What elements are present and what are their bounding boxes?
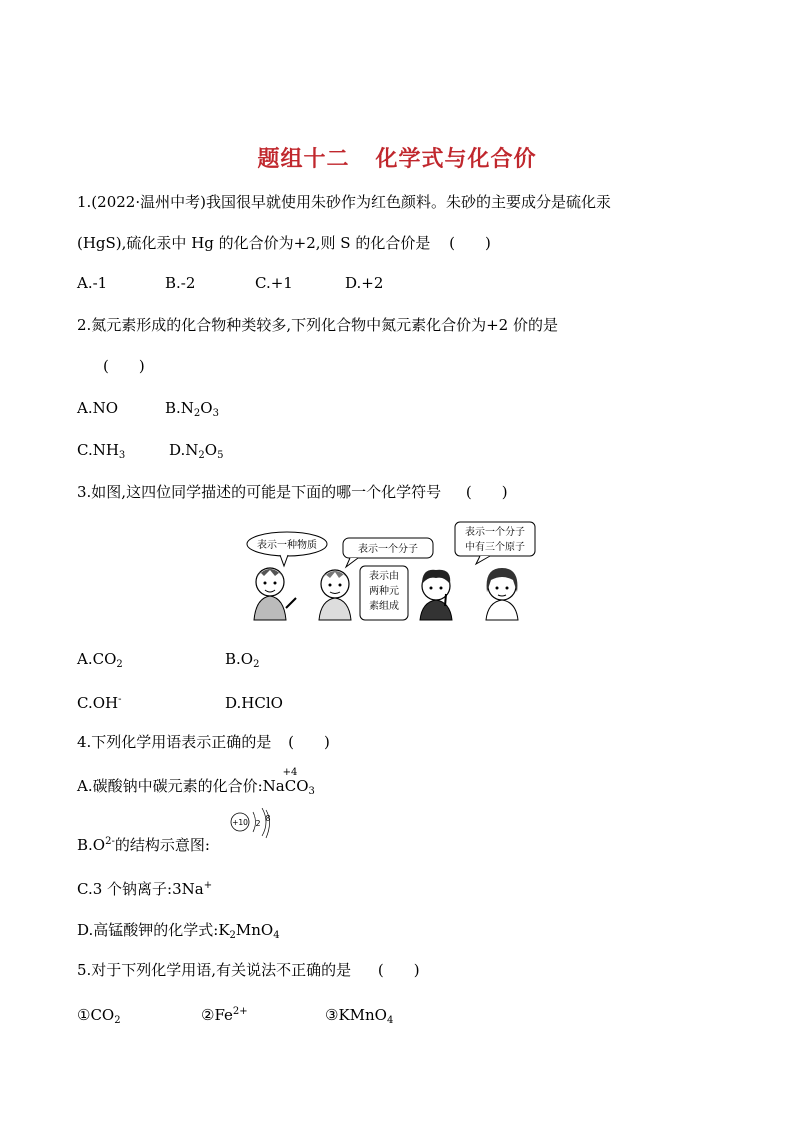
- q5-line1-text: 5.对于下列化学用语,有关说法不正确的是: [77, 961, 352, 979]
- title-part1: 题组十二: [257, 147, 350, 172]
- q2-answer-paren: ( ): [103, 357, 145, 375]
- q2-option-c: $C.NH_3$: [77, 441, 126, 461]
- q1-option-b: B.-2: [165, 274, 196, 292]
- q2-option-a: A.NO: [77, 399, 119, 417]
- bubble-text-4b: 中有三个原子: [465, 542, 525, 553]
- q1-option-c: C.+1: [255, 274, 293, 292]
- q5-items: [77, 1002, 393, 1031]
- nucleus-charge: +10: [232, 818, 248, 827]
- q3-options-cd: [77, 690, 283, 713]
- student-4-figure: [486, 568, 518, 620]
- q1-line2-text: (HgS),硫化汞中 Hg 的化合价为+2,则 S 的化合价是: [77, 234, 431, 252]
- q4-answer-paren: ( ): [288, 733, 330, 751]
- q1-line1: 1.(2022·温州中考)我国很早就使用朱砂作为红色颜料。朱砂的主要成分是硫化汞: [77, 193, 611, 211]
- bubble-text-3a: 表示由: [369, 571, 399, 582]
- q3-line1-text: 3.如图,这四位同学描述的可能是下面的哪一个化学符号: [77, 483, 442, 501]
- valence-formula: +4 NaCO$_3$: [263, 776, 315, 802]
- q3-option-d: D.HClO: [225, 694, 283, 712]
- q3-option-c: C.OH-: [77, 694, 122, 712]
- valence-mark: +4: [282, 767, 298, 778]
- shell-2-electrons: 8: [265, 814, 271, 823]
- q4-option-b: $B.O^{2-}$的结构示意图: +10 2 8: [77, 832, 210, 855]
- bubble-text-4a: 表示一个分子: [465, 527, 525, 538]
- q2-options-ab: [77, 398, 219, 424]
- cartoon-svg: [240, 520, 540, 624]
- q1-answer-paren: ( ): [449, 234, 491, 252]
- q1-options: [77, 273, 383, 293]
- q3-option-a: $A.CO_2$: [77, 650, 123, 670]
- page-title: [0, 142, 794, 173]
- q4-line1-text: 4.下列化学用语表示正确的是: [77, 733, 272, 751]
- q4-line1: [77, 732, 330, 752]
- q5-answer-paren: ( ): [377, 961, 420, 979]
- q3-options-ab: [77, 649, 259, 675]
- q4-option-a: A.碳酸钠中碳元素的化合价: +4 NaCO$_3$: [77, 776, 315, 802]
- student-3-figure: [420, 570, 452, 620]
- bubble-text-2: 表示一个分子: [358, 544, 418, 555]
- student-1-figure: [254, 568, 296, 620]
- q2-line1: 2.氮元素形成的化合物种类较多,下列化合物中氮元素化合价为+2 价的是: [77, 316, 558, 334]
- oxygen-ion-structure-diagram: [229, 808, 275, 848]
- q2-option-d: $D.N_2O_5$: [169, 441, 224, 461]
- q5-item-2: $②Fe^{2+}$: [201, 1006, 248, 1024]
- q3-answer-paren: ( ): [465, 483, 508, 501]
- q3-line1: [77, 482, 508, 502]
- q2-options-cd: [77, 440, 223, 466]
- shell-1-electrons: 2: [255, 819, 261, 828]
- q1-option-d: D.+2: [345, 274, 384, 292]
- q2-option-b: $B.N_2O_3$: [165, 399, 219, 419]
- q4-option-c: C.3 个钠离子:3Na+: [77, 880, 213, 898]
- q5-item-1: $①CO_2$: [77, 1006, 121, 1026]
- q1-option-a: A.-1: [77, 274, 108, 292]
- q5-line1: [77, 960, 420, 980]
- q4-option-d: D.高锰酸钾的化学式$:K_2MnO_4$: [77, 921, 280, 941]
- q5-item-3: ③KMnO$_4$: [325, 1006, 394, 1026]
- student-2-figure: [319, 570, 351, 620]
- q1-line2: [77, 233, 491, 253]
- bubble-text-3b: 两种元: [369, 586, 399, 597]
- bubble-text-1: 表示一种物质: [257, 540, 317, 551]
- title-part2: 化学式与化合价: [375, 147, 537, 172]
- four-students-illustration: [240, 520, 540, 624]
- bubble-text-3c: 素组成: [369, 601, 399, 612]
- q3-option-b: $B.O_2$: [225, 650, 260, 670]
